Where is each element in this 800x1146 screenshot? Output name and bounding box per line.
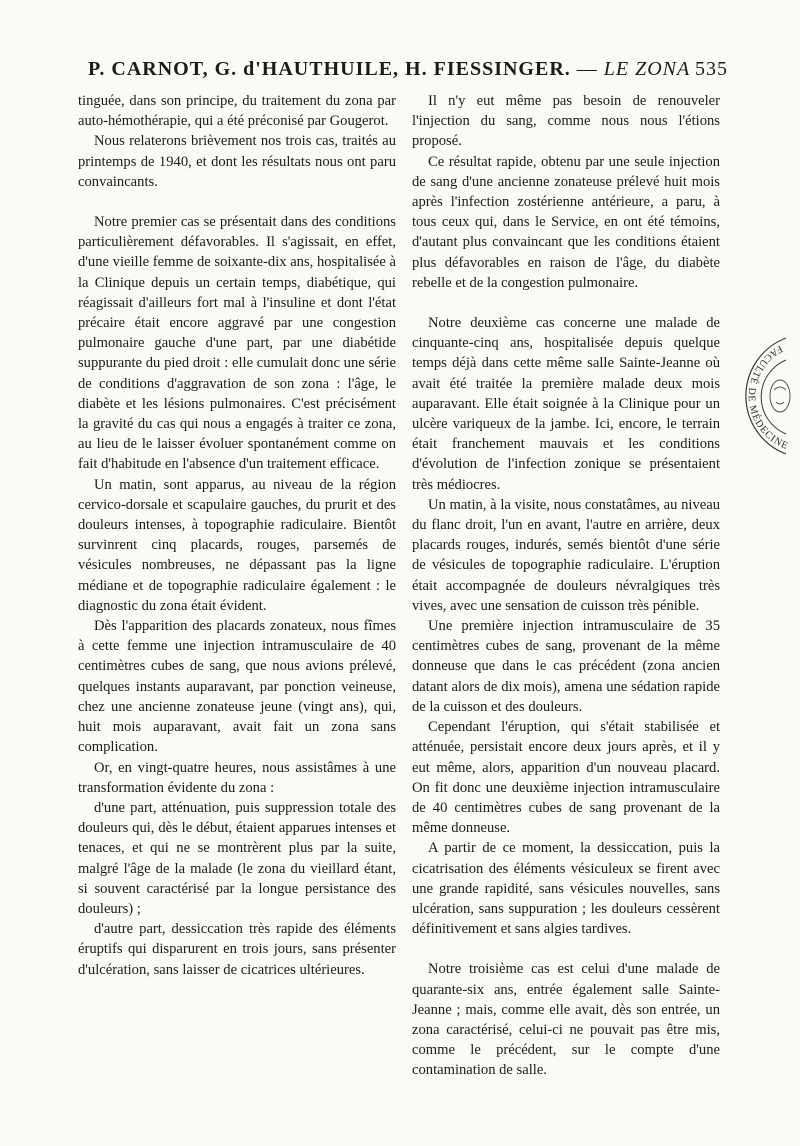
header-title: LE ZONA <box>603 58 691 80</box>
paragraph: tinguée, dans son principe, du traitement du zona par auto-hémothérapie, qui a été préconisé par Gougerot. <box>78 93 396 130</box>
paragraph: Notre deuxième cas concerne une malade de cinquante-cinq ans, hospitalisée depuis quelque temps déjà dans cette même salle Sainte-Jeanne où avait été traitée la première malade deux mois auparavant. Elle était soignée à la Clinique pour un ulcère variqueux de la jambe. Ici, encore, le terrain était franchement mauvais et les conditions d'évolution de l'infection zonique se présentaient très médiocres. <box>412 315 720 493</box>
paragraph: Une première injection intramusculaire de 35 centimètres cubes de sang, provenant de la même donneuse que dans le cas précédent (zona ancien datant alors de dix mois), amena une sédation rapide de la cuisson et des douleurs. <box>412 618 720 715</box>
paragraph: Un matin, à la visite, nous constatâmes, au niveau du flanc droit, l'un en avant, l'autre en arrière, deux placards rouges, indurés, semés bientôt d'une série de vésicules de topographie radiculaire. L'éruption était accompagnée de douleurs névralgiques très vives, avec une sensation de cuisson très pénible. <box>412 496 720 614</box>
stamp-face-icon <box>774 387 786 404</box>
left-column <box>78 91 396 980</box>
paragraph: d'une part, atténuation, puis suppression totale des douleurs qui, dès le début, étaient apparues intenses et tenaces, et qui ne se montrèrent plus par la suite, malgré l'âge de la malade (le zona du vieillard étant, si souvent caractérisé par la longue persistance des douleurs) ; <box>78 799 396 917</box>
paragraph: Il n'y eut même pas besoin de renouveler l'injection du sang, comme nous nous l'étions proposé. <box>412 93 720 150</box>
paragraph: Or, en vingt-quatre heures, nous assistâmes à une transformation évidente du zona : <box>78 759 396 796</box>
paragraph: Un matin, sont apparus, au niveau de la région cervico-dorsale et scapulaire gauches, du prurit et des douleurs intenses, à topographie radiculaire. Bientôt survinrent cinq placards, rouges, parsemés de vésicules nombreuses, ne dépassant pas la ligne médiane et de topographie radiculaire également : le diagnostic du zona était évident. <box>78 476 396 614</box>
paragraph: Notre premier cas se présentait dans des conditions particulièrement défavorables. Il s'agissait, en effet, d'une vieille femme de soixante-dix ans, hospitalisée à la Clinique depuis un certain temps, diabétique, qui réagissait d'ailleurs fort mal à l'insuline et dont l'état précaire était encore aggravé par une congestion pulmonaire gauche d'une part, par une diabétide suppurante du pied droit : elle cumulait donc une série de conditions d'aggravation de son zona : l'âge, le diabète et les lésions pulmonaires. C'est précisément la gravité du cas qui nous a engagés à traiter ce zona, au lieu de le laisser évoluer spontanément comme on fait d'habitude en l'absence d'un traitement efficace. <box>78 214 396 473</box>
paragraph: Ce résultat rapide, obtenu par une seule injection de sang d'une ancienne zonateuse prélevé huit mois après l'infection zostérienne antérieure, a paru, à tous ceux qui, dans le Service, en ont été témoins, d'autant plus convaincant que les conditions étaient plus défavorables en raison de l'âge, du diabète rebelle et de la congestion pulmonaire. <box>412 153 720 291</box>
paragraph: A partir de ce moment, la dessiccation, puis la cicatrisation des éléments vésiculeux se firent avec une grande rapidité, sans vésicules nouvelles, sans ulcération, sans suppuration ; les douleurs cessèrent définitivement et sans algies tardives. <box>412 840 720 938</box>
paragraph: Notre troisième cas est celui d'une malade de quarante-six ans, entrée également salle Sainte-Jeanne ; mais, comme elle avait, dès son entrée, un zona caractérisé, celui-ci ne pouvait pas être mis, comme le précédent, sur le compte d'une contamination de salle. <box>412 961 720 1079</box>
stamp-portrait-icon <box>770 380 790 412</box>
right-column <box>412 91 720 1081</box>
page-number: 535 <box>695 58 728 80</box>
library-stamp <box>722 330 792 462</box>
stamp-text: FACULTÉ DE MÉDECINE <box>745 342 791 453</box>
running-header <box>88 58 728 81</box>
paragraph: d'autre part, dessiccation très rapide des éléments éruptifs qui disparurent en trois jours, sans présenter d'ulcération, sans laisser de cicatrices ultérieures. <box>78 921 396 978</box>
paragraph: Dès l'apparition des placards zonateux, nous fîmes à cette femme une injection intramusculaire de 40 centimètres cubes de sang, que nous avions prélevé, quelques instants auparavant, par ponction veineuse, chez une ancienne zonateuse jeune (vingt ans), qui, huit mois auparavant, avait fait un zona sans complication. <box>78 618 396 756</box>
paragraph: Cependant l'éruption, qui s'était stabilisée et atténuée, persistait encore deux jours après, et il y eut même, alors, apparition d'un nouveau placard. On fit donc une deuxième injection intramusculaire de 40 centimètres cubes de sang provenant de la même donneuse. <box>412 719 720 837</box>
header-dash: — <box>570 58 604 80</box>
paragraph: Nous relaterons brièvement nos trois cas, traités au printemps de 1940, et dont les résultats nous ont paru convaincants. <box>78 133 396 190</box>
header-authors: P. CARNOT, G. d'HAUTHUILE, H. FIESSINGER. <box>88 58 571 80</box>
